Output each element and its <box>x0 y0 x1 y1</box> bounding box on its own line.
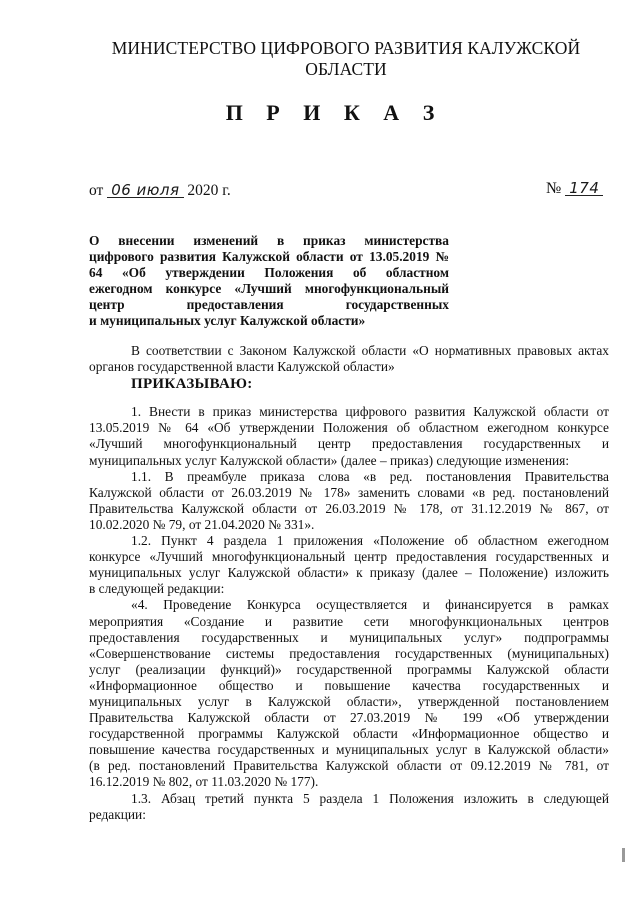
subject-line: О внесении изменений в приказ министерства <box>89 233 449 248</box>
order-word: ПРИКАЗЫВАЮ: <box>131 376 253 393</box>
scan-mark <box>622 848 625 862</box>
date-prefix: от <box>89 182 104 199</box>
subject-line: и муниципальных услуг Калужской области» <box>89 313 366 328</box>
text-line: муниципальных услуг в Калужской области», утвержденной постановлением <box>89 693 609 709</box>
text-line: Калужской области от 26.03.2019 № 178» заменить словами «в ред. постановлений <box>89 484 609 500</box>
handwritten-number: 174 <box>565 181 603 196</box>
text-line: «Лучший многофункциональный центр предоставления государственных и <box>89 436 609 452</box>
document-title: П Р И К А З <box>225 100 444 125</box>
handwritten-date: 06 июля <box>107 183 183 198</box>
order-date <box>89 182 231 200</box>
text-line: «Информационное общество и повышение качества государственных и <box>89 677 609 693</box>
text-line: Правительства Калужской области от 27.03.2019 № 199 «Об утверждении <box>89 710 609 726</box>
text-line: 16.12.2019 № 802, от 11.03.2020 № 177). <box>89 774 319 790</box>
order-number <box>546 180 603 198</box>
text-line: 1.3. Абзац третий пункта 5 раздела 1 Положения изложить в следующей <box>131 790 609 806</box>
text-line: Правительства Калужской области от 26.03.2019 № 178, от 31.12.2019 № 867, от <box>89 500 609 516</box>
paragraph-1 <box>89 404 609 468</box>
text-line: государственной программы Калужской области «Информационное общество и <box>89 726 609 742</box>
subject-line: цифрового развития Калужской области от 13.05.2019 № <box>89 249 449 264</box>
subject-line: 64 «Об утверждении Положения об областном <box>89 265 449 280</box>
paragraph-1-3 <box>89 791 609 823</box>
paragraph-1-1 <box>89 469 609 533</box>
text-line: муниципальных услуг Калужской области» (далее – приказ) следующие изменения: <box>89 452 570 468</box>
text-line: муниципальных услуг Калужской области» к приказу (далее – Положение) изложить <box>89 565 609 581</box>
text-line: 13.05.2019 № 64 «Об утверждении Положения об областном ежегодном конкурсе <box>89 420 609 436</box>
text-line: услуг (реализации функций)» государственной программы Калужской области <box>89 661 609 677</box>
subject-line: ежегодном конкурсе «Лучший многофункциональный <box>89 281 449 296</box>
subject-line: центр предоставления государственных <box>89 297 449 312</box>
preamble-line: В соответствии с Законом Калужской области «О нормативных правовых актах <box>131 343 609 358</box>
preamble-line: органов государственной власти Калужской области» <box>89 359 395 375</box>
text-line: 1.2. Пункт 4 раздела 1 приложения «Положение об областном ежегодном <box>131 533 609 549</box>
text-line: 10.02.2020 № 79, от 21.04.2020 № 331». <box>89 516 315 532</box>
preamble <box>89 343 609 375</box>
number-prefix: № <box>546 180 562 197</box>
text-line: предоставления государственных и муниципальных услуг» подпрограммы <box>89 629 609 645</box>
text-line: мероприятия «Создание и развитие сети многофункциональных центров <box>89 613 609 629</box>
text-line: повышение качества государственных и муниципальных услуг в Калужской области» <box>89 742 609 758</box>
text-line: в следующей редакции: <box>89 581 225 597</box>
text-line: 1.1. В преамбуле приказа слова «в ред. постановления Правительства <box>131 468 609 484</box>
order-subject <box>89 233 449 329</box>
paragraph-1-2 <box>89 533 609 597</box>
date-suffix: 2020 г. <box>187 182 231 199</box>
ministry-name: МИНИСТЕРСТВО ЦИФРОВОГО РАЗВИТИЯ КАЛУЖСКОЙ ОБЛАСТИ <box>111 38 581 79</box>
text-line: редакции: <box>89 806 146 822</box>
text-line: «Совершенствование системы предоставления государственных (муниципальных) <box>89 645 609 661</box>
text-line: (в ред. постановлений Правительства Калужской области от 09.12.2019 № 781, от <box>89 758 609 774</box>
text-line: конкурсе «Лучший многофункциональный центр предоставления государственных и <box>89 549 609 565</box>
paragraph-4-quote <box>89 597 609 790</box>
text-line: «4. Проведение Конкурса осуществляется и финансируется в рамках <box>131 597 609 613</box>
document-body <box>89 343 609 823</box>
text-line: 1. Внести в приказ министерства цифрового развития Калужской области от <box>131 404 609 420</box>
